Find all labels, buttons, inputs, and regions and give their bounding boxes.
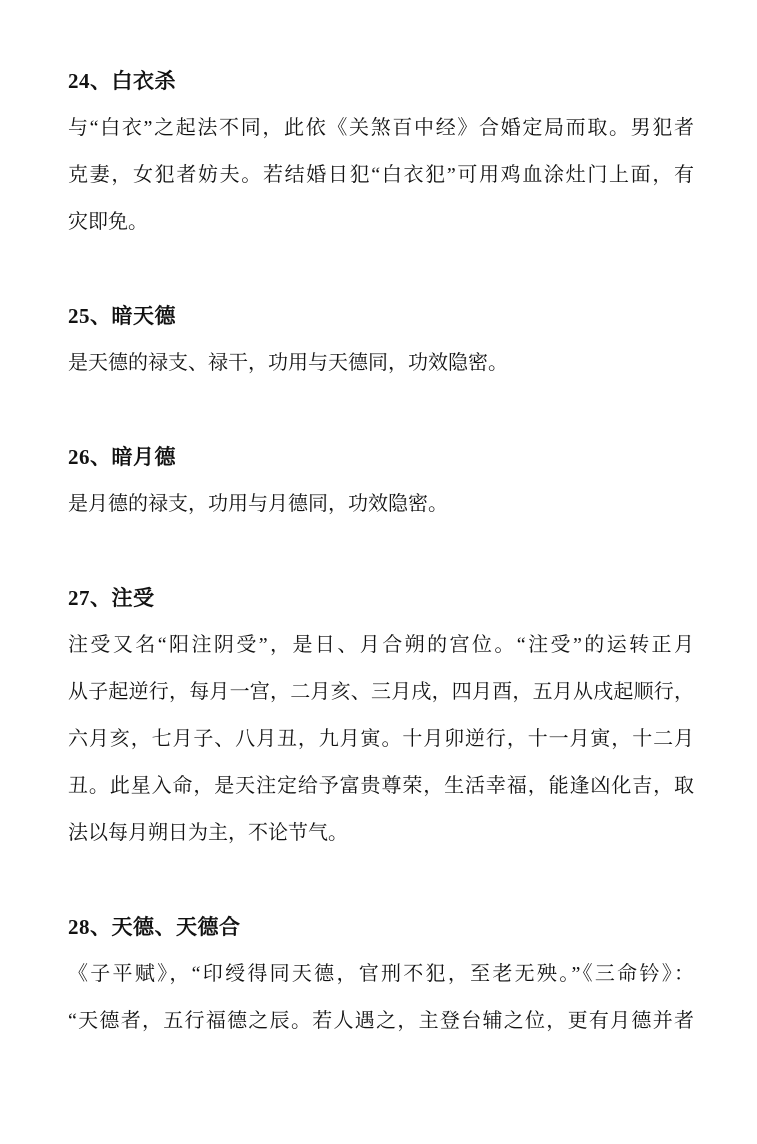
- text-line: 注受又名“阳注阴受”，是日、月合朔的宫位。“注受”的运转正月: [68, 634, 694, 656]
- section-28-tiande: [68, 904, 694, 1045]
- section-heading: 27、注受: [68, 586, 155, 610]
- text-line: 是天德的禄支、禄干，功用与天德同，功效隐密。: [68, 352, 508, 374]
- text-line: 丑。此星入命，是天注定给予富贵尊荣，生活幸福，能逢凶化吉，取: [68, 775, 694, 797]
- text-line: 法以每月朔日为主，不论节气。: [68, 822, 348, 844]
- section-24-baiyisha: [68, 58, 694, 246]
- section-25-antiande: [68, 293, 694, 387]
- text-line: 从子起逆行，每月一宫，二月亥、三月戌，四月酉，五月从戌起顺行，: [68, 681, 694, 703]
- section-26-anyuede: [68, 434, 694, 528]
- text-line: 是月德的禄支，功用与月德同，功效隐密。: [68, 493, 448, 515]
- text-line: 《子平赋》，“印绶得同天德，官刑不犯，至老无殃。”《三命钤》：: [68, 963, 694, 985]
- text-line: 六月亥，七月子、八月丑，九月寅。十月卯逆行，十一月寅，十二月: [68, 728, 694, 750]
- section-27-zhushou: [68, 575, 694, 857]
- text-line: 灾即免。: [68, 211, 148, 233]
- section-heading: 26、暗月德: [68, 445, 176, 469]
- section-heading: 28、天德、天德合: [68, 915, 241, 939]
- section-heading: 25、暗天德: [68, 304, 176, 328]
- text-line: “天德者，五行福德之辰。若人遇之，主登台辅之位，更有月德并者: [68, 1010, 694, 1032]
- section-heading: 24、白衣杀: [68, 69, 176, 93]
- text-line: 与“白衣”之起法不同，此依《关煞百中经》合婚定局而取。男犯者: [68, 117, 694, 139]
- text-line: 克妻，女犯者妨夫。若结婚日犯“白衣犯”可用鸡血涂灶门上面，有: [68, 164, 694, 186]
